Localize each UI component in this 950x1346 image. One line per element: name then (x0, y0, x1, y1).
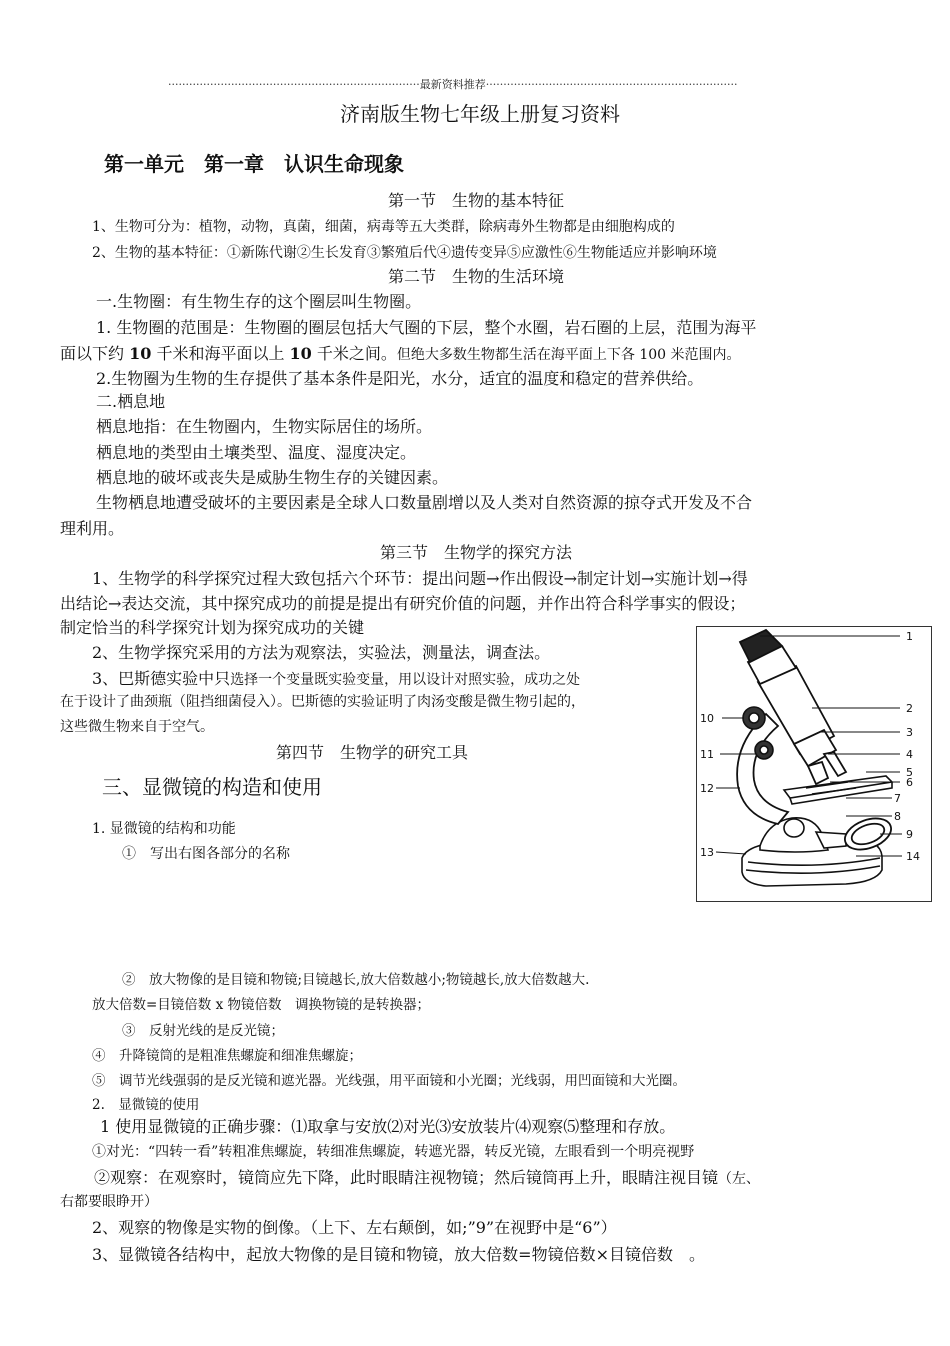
header-rule (168, 76, 738, 92)
section2-p4: 二.栖息地 (96, 392, 166, 411)
section2-p6: 栖息地的类型由土壤类型、温度、湿度决定。 (96, 443, 417, 462)
label-14: 14 (906, 850, 920, 863)
label-3: 3 (906, 726, 913, 739)
section1-item2: 2、生物的基本特征：①新陈代谢②生长发育③繁殖后代④遗传变异⑤应激性⑥生物能适应并影响环境 (92, 245, 717, 261)
section2-p2b-pre: 面以下约 (60, 344, 130, 363)
label-6: 6 (906, 776, 913, 789)
unit-heading: 第一单元 第一章 认识生命现象 (104, 152, 404, 176)
label-5: 5 (906, 766, 913, 779)
header-label: 最新资料推荐 (419, 78, 486, 91)
section4-u3b: 右都要眼睁开） (60, 1194, 158, 1210)
header-dots-left: ········································································ (168, 78, 420, 91)
section3-p1b: 出结论→表达交流，其中探究成功的前提是提出有研究价值的问题，并作出符合科学事实的假设； (60, 594, 746, 613)
section3-p3c: 这些微生物来自于空气。 (60, 719, 214, 735)
section3-title: 第三节 生物学的探究方法 (380, 543, 573, 562)
section4-u2: ①对光：“四转一看”转粗准焦螺旋，转细准焦螺旋，转遮光器，转反光镜，左眼看到一个明亮视野 (92, 1144, 695, 1160)
label-11: 11 (700, 748, 714, 761)
section2-p8a: 生物栖息地遭受破坏的主要因素是全球人口数量剧增以及人类对自然资源的掠夺式开发及不合 (96, 493, 753, 512)
section2-p5: 栖息地指：在生物圈内，生物实际居住的场所。 (96, 417, 433, 436)
section4-l5: ⑤ 调节光线强弱的是反光镜和遮光器。光线强，用平面镜和小光圈；光线弱，用凹面镜和大光圈。 (92, 1073, 686, 1089)
section4-l1: ② 放大物像的是目镜和物镜;目镜越长,放大倍数越小;物镜越长,放大倍数越大. (122, 972, 590, 988)
section4-l2: 放大倍数=目镜倍数 x 物镜倍数 调换物镜的是转换器； (92, 997, 431, 1013)
section2-p8b: 理利用。 (60, 519, 125, 538)
section3-p3a-small: 选择一个变量既实验变量，用以设计对照实验，成功之处 (230, 672, 581, 688)
section4-u3a (94, 1165, 760, 1188)
section2-p2b-post: 千米之间。 (311, 344, 397, 363)
label-1: 1 (906, 630, 913, 643)
label-13: 13 (700, 846, 714, 859)
label-9: 9 (906, 828, 913, 841)
label-10: 10 (700, 712, 714, 725)
label-12: 12 (700, 782, 714, 795)
section4-l4: ④ 升降镜筒的是粗准焦螺旋和细准焦螺旋； (92, 1048, 362, 1064)
section2-p2b-n2: 10 (289, 344, 312, 363)
section4-sub2: 2. 显微镜的使用 (92, 1097, 200, 1113)
label-4: 4 (906, 748, 913, 761)
section2-p7: 栖息地的破坏或丧失是威胁生物生存的关键因素。 (96, 468, 449, 487)
section4-u1: 1 使用显微镜的正确步骤：⑴取拿与安放⑵对光⑶安放装片⑷观察⑸整理和存放。 (100, 1117, 676, 1136)
section4-sub1: 1. 显微镜的结构和功能 (92, 821, 236, 837)
section2-p1: 一.生物圈：有生物生存的这个圈层叫生物圈。 (96, 292, 422, 311)
section4-u4: 2、观察的物像是实物的倒像。（上下、左右颠倒，如;”9”在视野中是“6”） (92, 1218, 617, 1237)
microscope-figure (696, 626, 932, 902)
section3-p3a (92, 666, 580, 689)
section2-title: 第二节 生物的生活环境 (388, 267, 565, 286)
section3-p1c: 制定恰当的科学探究计划为探究成功的关键 (60, 618, 365, 637)
section4-u5: 3、显微镜各结构中，起放大物像的是目镜和物镜，放大倍数=物镜倍数×目镜倍数 。 (92, 1245, 705, 1264)
section4-heading: 三、显微镜的构造和使用 (102, 775, 322, 799)
section2-p3: 2.生物圈为生物的生存提供了基本条件是阳光，水分，适宜的温度和稳定的营养供给。 (96, 369, 704, 388)
section2-p2b-mid: 千米和海平面以上 (151, 344, 290, 363)
section4-u3a-text: ②观察：在观察时，镜筒应先下降，此时眼睛注视物镜；然后镜筒再上升，眼睛注视目镜 (94, 1168, 719, 1187)
page-title: 济南版生物七年级上册复习资料 (340, 102, 620, 126)
section1-item1: 1、生物可分为：植物，动物，真菌，细菌，病毒等五大类群，除病毒外生物都是由细胞构成的 (92, 219, 675, 235)
label-7: 7 (894, 792, 901, 805)
section2-p2a: 1. 生物圈的范围是：生物圈的圈层包括大气圈的下层，整个水圈，岩石圈的上层，范围为海平 (96, 318, 757, 337)
label-8: 8 (894, 810, 901, 823)
section2-p2b-n1: 10 (129, 344, 152, 363)
section2-p2b-small: 但绝大多数生物都生活在海平面上下各 100 米范围内。 (396, 347, 741, 363)
section4-sub1-item: ① 写出右图各部分的名称 (122, 846, 290, 862)
section3-p3b: 在于设计了曲颈瓶（阻挡细菌侵入）。巴斯德的实验证明了肉汤变酸是微生物引起的， (60, 694, 585, 710)
section3-p3a-big: 3、巴斯德实验中只 (92, 669, 231, 688)
section3-p2: 2、生物学探究采用的方法为观察法，实验法，测量法，调查法。 (92, 643, 551, 662)
section1-title: 第一节 生物的基本特征 (388, 191, 565, 210)
section3-p1a: 1、生物学的科学探究过程大致包括六个环节：提出问题→作出假设→制定计划→实施计划→得 (92, 569, 748, 588)
section2-p2b (60, 341, 741, 364)
section4-u3a-small: （左、 (718, 1171, 761, 1187)
header-dots-right: ········································································ (485, 78, 738, 91)
label-2: 2 (906, 702, 913, 715)
section4-l3: ③ 反射光线的是反光镜； (122, 1023, 284, 1039)
section4-title: 第四节 生物学的研究工具 (276, 743, 469, 762)
